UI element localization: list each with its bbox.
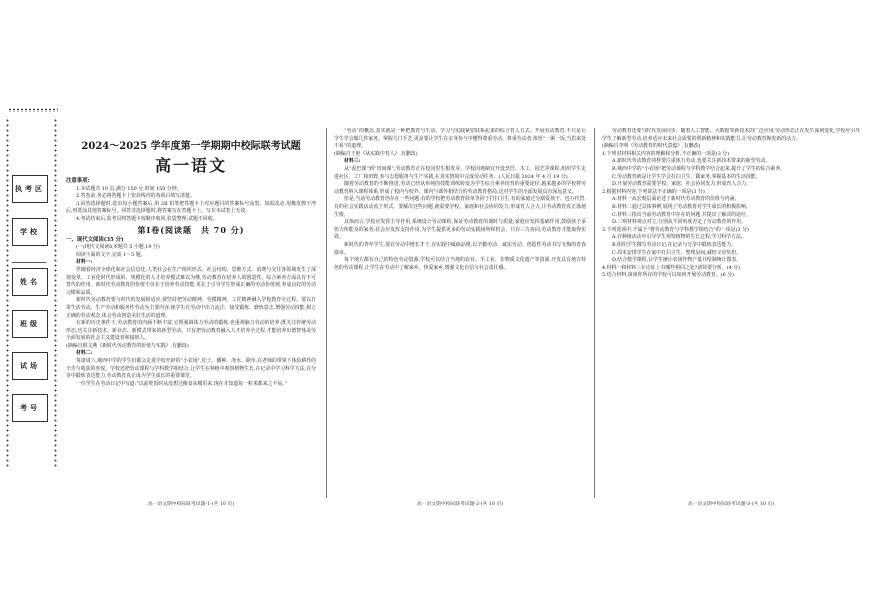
binding-field-exam-number[interactable]: 考号 <box>12 394 48 422</box>
page-footer: 高一语文期中校际联考试题-2-(共 10 页) <box>416 502 504 507</box>
exam-title: 2024～2025 学年度第一学期期中校际联考试题 <box>81 141 301 152</box>
page-footer: 高一语文期中校际联考试题-3-(共 10 页) <box>687 502 775 507</box>
question-5: 5.结合材料,谈谈你所在的学校可以如何开展劳动教育。(6 分) <box>602 272 735 279</box>
column-divider <box>326 128 327 498</box>
material-label: 材料三: <box>344 158 361 165</box>
option: D.开展劳动教育需要学校、家庭、社会协同发力,形成育人合力。 <box>612 181 751 188</box>
binding-field-exam-area[interactable]: 执考区 <box>12 175 48 203</box>
source-note: (摘编自韩文燕《新时代劳动教育的价值与实践》,有删改) <box>66 342 189 349</box>
seal-dots-left <box>6 118 9 468</box>
paragraph: 每个地方都有自己的特色劳动资源,学校可以结合当地的农业、手工业、非物质文化遗产等资源,开发具有地方特色的劳动课程,让学生在劳动中了解家乡、热爱家乡,增强文化自信与社会责任感。 <box>334 257 586 271</box>
notes-item: 3.回答选择题时,选出每小题答案后,用 2B 铅笔把答题卡上对应题目的答案标号涂黑。如需改动,用橡皮擦干净后,再选涂其他答案标号。回答非选择题时,将答案写在答题卡上。写在本试卷上无效。 <box>66 200 316 215</box>
instruction: 阅读下面的文字,完成 1～5 题。 <box>76 251 146 258</box>
option: A.在种植活动中引导学生观察植物的生长过程,学习科学方法。 <box>612 234 746 241</box>
paragraph: 一位学生在劳动日记中写道:“以前吃饭时从没想过粮食从哪里来,现在才知道每一粒米都来之不易。” <box>76 380 288 387</box>
column-2 <box>334 128 586 495</box>
part-title: 第Ⅰ卷(阅读题 共 70 分) <box>137 224 245 235</box>
option: A.新时代劳动教育同样要注重体力劳动,也要关注新技术带来的新型劳动。 <box>612 158 771 165</box>
option: D.三则材料观点对立,分别从不同角度否定了劳动教育的作用。 <box>612 219 747 226</box>
column-1 <box>66 140 316 495</box>
binding-field-name[interactable]: 姓名 <box>12 268 48 296</box>
subsection-heading: (一)现代文阅读Ⅰ(本题共 5 小题,19 分) <box>76 244 160 251</box>
question-1: 1.下列对材料相关内容的理解和分析,不正确的一项是(3 分) <box>602 150 730 157</box>
column-divider <box>594 128 595 498</box>
notes-heading: 注意事项: <box>66 178 90 184</box>
notes-item: 4.考试结束后,监考员将答题卡按顺序收回,装袋整理;试题不回收。 <box>76 215 218 222</box>
seal-dots-top <box>8 108 58 112</box>
binding-field-school[interactable]: 学校 <box>12 218 48 246</box>
notes-item: 1.本试题共 10 页,满分 150 分,时间 150 分钟。 <box>76 185 182 192</box>
option: A.材料一从宏观层面论述了新时代劳动教育的价值与内涵。 <box>612 196 740 203</box>
page-footer: 高一语文期中校际联考试题-1-(共 10 页) <box>147 502 235 507</box>
material-label: 材料一: <box>76 259 93 266</box>
option: C.材料三指出当前劳动教育中存在的问题,并提出了解决的途径。 <box>612 211 751 218</box>
notes-item: 2.答卷前,务必将答题卡上密封线内的各项目填写清楚。 <box>76 193 195 200</box>
option: C.劳动教育就是让学生学会打扫卫生、做家务,掌握基本的生活技能。 <box>612 173 761 180</box>
option: D.结合数学课程,让学生统计农场作物产量并绘制统计图表。 <box>612 257 742 264</box>
option: C.周末安排学生在家中打扫卫生、整理房间,减轻父母负担。 <box>612 249 741 256</box>
paragraph: “劳动”的概念,其实就是一种把教育与生活、学习与实践紧密联系起来的综合育人方式。开展劳动教育,不只是让学生学会做几件家务、掌握几门手艺,更是要让学生在亲身参与中懂得尊重劳动、尊重劳动者,体悟“一粥一饭,当思来处不易”的道理。 <box>334 128 586 150</box>
paragraph: 从“泥巴课”到“田间课”,劳动教育正在校园里生根发芽。学校因地制宜开设烹饪、木工、园艺等课程,组织学生走进社区、工厂和田野,参与志愿服务与生产实践,在真实情境中完成劳动任务。(人民日报 2024 年 4 月 19 日) <box>334 165 586 180</box>
paragraph: 劳动教育还要与时代发展同步。随着人工智能、大数据等新技术的广泛应用,劳动形态正在发生深刻变化,学校应引导学生了解新型劳动,培养适应未来社会需要的创新精神和实践能力,让劳动教育焕发新的活力。 <box>602 128 860 142</box>
seal-dots-right <box>54 118 57 468</box>
question-2: 2.根据材料内容,下列说法不正确的一项是(3 分) <box>602 188 705 195</box>
column-3 <box>602 128 860 500</box>
paragraph: 在新的历史条件下,劳动教育的内涵不断丰富,它既强调体力劳动的锻炼,也重视脑力劳动的培养;既关注传统劳动形态,也关注新技术、新业态、新模式带来的新型劳动。只有把劳动教育融入人才培养全过程,才能培养出德智体美劳全面发展的社会主义建设者和接班人。 <box>66 320 316 342</box>
source-note: (摘编自李明《劳动教育的时代意蕴》,有删改) <box>602 143 701 150</box>
binding-divider <box>12 262 46 263</box>
option: B.组织学生撰写劳动日记,在记录与分享中锻炼表达能力。 <box>612 241 737 248</box>
binding-field-class[interactable]: 班级 <box>12 310 48 338</box>
paragraph: 新时代的青年学生,要在劳动中增长才干,在实践中砥砺品格,以辛勤劳动、诚实劳动、创造性劳动书写无悔的青春篇章。 <box>334 241 586 256</box>
option: B.材料二通过具体事例,展现了劳动教育对学生成长的积极影响。 <box>612 203 751 210</box>
paragraph: 每逢周六,城西中学的学生们都会走进学校开辟的“小农场”,松土、播种、浇水、除草,在老师的带领下体验耕作的辛苦与收获的喜悦。学校还把劳动课程与学科教学相结合,让学生在种植中观察植物生长,在记录中学习科学方法,在分享中锻炼表达能力,劳动教育真正成为学生成长的重要课堂。 <box>66 358 316 380</box>
material-label: 材料二: <box>76 350 93 357</box>
source-note: (摘编自王艳《从实践中育人》,有删改) <box>334 150 418 157</box>
question-3: 3.下列选项中,不属于“将劳动教育与学科教学相结合”的一项是(3 分) <box>602 226 749 233</box>
binding-field-exam-room[interactable]: 试场 <box>12 352 48 380</box>
question-4: 4.材料一和材料三在论证上有哪些相同之处?请简要分析。(4 分) <box>602 264 741 271</box>
paragraph: 但是,当前劳动教育仍存在一些问题:有的学校把劳动教育简单等同于打扫卫生,有的家庭过分溺爱孩子、包办代替,有的社会实践活动流于形式。要解决这些问题,就需要学校、家庭和社会协同发力,形成育人合力,让劳动教育真正落地生根。 <box>334 196 586 218</box>
paragraph: 新时代劳动教育要与时代的发展相适应,要坚持把劳动精神、劳模精神、工匠精神融入学校教育全过程。要以日常生活劳动、生产劳动和服务性劳动为主要内容,使学生在劳动中出力流汗、接受锻炼、磨炼意志,增强劳动技能,树立正确的劳动观念,体会劳动创造美好生活的道理。 <box>66 297 316 319</box>
paragraph: 具体而言,学校应发挥主导作用,系统设计劳动课程,保证劳动教育的课时与质量;家庭应发挥基础作用,鼓励孩子承担力所能及的家务;社会应发挥支持作用,为学生提供更多的劳动实践场所和机会。只有三方协同,劳动教育才能取得实效。 <box>334 219 586 241</box>
section-heading: 一、现代文阅读(35 分) <box>66 236 124 243</box>
option: B.城西中学的“小农场”把劳动课程与学科教学结合起来,提升了学生的综合素养。 <box>612 165 786 172</box>
subject-title: 高一语文 <box>154 156 227 175</box>
paragraph: 随着劳动教育的不断推进,劳动已经从单纯的技能训练转变为学生综合素养培育的重要途径,越来越多的学校将劳动教育纳入课程体系,形成了校内与校外、课内与课外相结合的劳动教育格局,这对学生的全面发展具有深远意义。 <box>334 181 586 195</box>
paragraph: 伴随着经济全球化和社会信息化,人类社会在生产组织形式、社会结构、思维方式、消费与交往各领域发生了深刻变革。工业化时代形成的、规模化的人才培养模式难以为继,劳动教育在培养人的创造性、综合素养方面具有不可替代的作用。新时代劳动教育的价值不仅在于培养劳动技能,更在于引导学生形成正确的劳动价值观,养成良好的劳动习惯和品质。 <box>66 266 316 296</box>
